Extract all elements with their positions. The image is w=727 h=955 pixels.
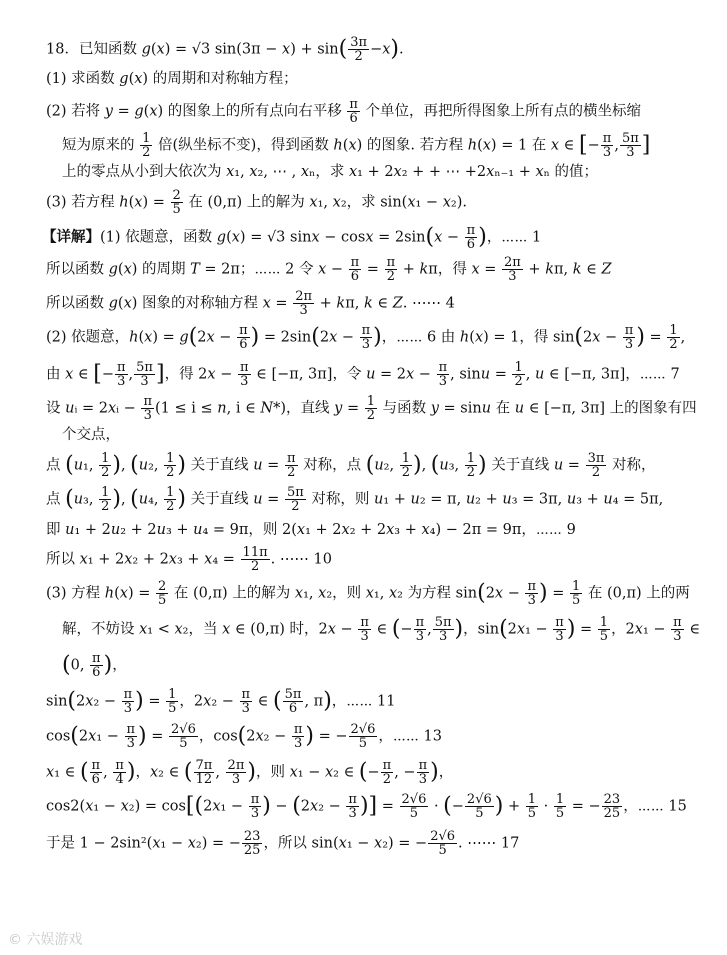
question-2-cont-1: 短为原来的 $\frac{1}{2}$ 倍(纵坐标不变)，得到函数 h(x) 的图象. 若方程 h(x) = 1 在 x ∈ [− $\frac{\pi}{3}$ , $\frac{5\pi}{3}$ ] xyxy=(62,131,651,160)
solution-line-14: 点 (u₃, $\frac{1}{2}$ ), (u₄, $\frac{1}{2}$ ) 关于直线 u = $\frac{5\pi}{2}$ 对称，则 u₁ + u₂ = π, u₂ + u₃ = 3π, u₃ + u₄ = 5π, xyxy=(46,485,664,514)
question-2-cont-2: 上的零点从小到大依次为 x₁, x₂, ⋯ , xₙ，求 x₁ + 2x₂ + + ⋯ +2xₙ₋₁ + xₙ 的值； xyxy=(62,164,599,180)
solution-line-8: 所以函数 g(x) 图象的对称轴方程 x = $\frac{2\pi}{3}$ + kπ, k ∈ Z. ⋯⋯ 4 xyxy=(46,289,455,318)
solution-line-22: x₁ ∈ ( $\frac{\pi}{6}$ , $\frac{\pi}{4}$ )，x₂ ∈ ( $\frac{7\pi}{12}$ , $\frac{2\pi}{3}$ )，则 x₁ − x₂ ∈ (− $\frac{\pi}{2}$ , − $\frac{\pi}{3}$ )， xyxy=(46,758,454,787)
solution-line-20: sin(2x₂ − $\frac{\pi}{3}$ ) = $\frac{1}{5}$ ，2x₂ − $\frac{\pi}{3}$ ∈ ( $\frac{5\pi}{6}$ , π)，⋯⋯ 11 xyxy=(46,687,396,716)
watermark: © 六娱游戏 xyxy=(8,932,83,948)
solution-line-12: 个交点， xyxy=(62,427,120,443)
solution-line-21: cos(2x₁ − $\frac{\pi}{3}$ ) = $\frac{2√6}{5}$ ，cos(2x₂ − $\frac{\pi}{3}$ ) = − $\frac{2√6}{5}$ ，⋯⋯ 13 xyxy=(46,722,443,751)
solution-line-19: (0, $\frac{\pi}{6}$ )， xyxy=(62,651,127,680)
problem-statement: 18．已知函数 g(x) = √3 sin(3π − x) + sin( $\frac{3\pi}{2}$ −x). xyxy=(46,35,404,64)
solution-start: 【详解】(1) 依题意，函数 g(x) = √3 sinx − cosx = 2sin(x − $\frac{\pi}{6}$ )，⋯⋯ 1 xyxy=(42,223,542,252)
solution-line-11: 设 uᵢ = 2xᵢ − $\frac{\pi}{3}$ (1 ≤ i ≤ n, i ∈ N*)，直线 y = $\frac{1}{2}$ 与函数 y = sinu 在 u ∈ [−π, 3π] 上的图象有四 xyxy=(46,394,697,423)
solution-line-7: 所以函数 g(x) 的周期 T = 2π；⋯⋯ 2 令 x − $\frac{\pi}{6}$ = $\frac{\pi}{2}$ + kπ，得 x = $\frac{2\pi}{3}$ + kπ, k ∈ Z xyxy=(46,255,612,284)
solution-line-10: 由 x ∈ [− $\frac{\pi}{3}$ , $\frac{5\pi}{3}$ ]，得 2x − $\frac{\pi}{3}$ ∈ [−π, 3π]，令 u = 2x − $\frac{\pi}{3}$ , sinu = $\frac{1}{2}$ , u ∈ [−π, 3π]，⋯⋯ 7 xyxy=(46,360,680,389)
question-2: (2) 若将 y = g(x) 的图象上的所有点向右平移 $\frac{\pi}{6}$ 个单位，再把所得图象上所有点的横坐标缩 xyxy=(46,97,642,126)
problem-number: 18． xyxy=(46,41,79,58)
solution-line-9: (2) 依题意，h(x) = g(2x − $\frac{\pi}{6}$ ) = 2sin(2x − $\frac{\pi}{3}$ )，⋯⋯ 6 由 h(x) = 1，得 sin(2x − $\frac{\pi}{3}$ ) = $\frac{1}{2}$ , xyxy=(46,323,686,352)
question-1: (1) 求函数 g(x) 的周期和对称轴方程； xyxy=(46,71,298,87)
solution-line-23: cos2(x₁ − x₂) = cos[(2x₁ − $\frac{\pi}{3}$ ) − (2x₂ − $\frac{\pi}{3}$ )] = $\frac{2√6}{5}$ · (− $\frac{2√6}{5}$ ) + $\frac{1}{5}$ · $\frac{1}{5}$ = − $\frac{23}{25}$ ，⋯⋯ 15 xyxy=(46,792,687,821)
solution-line-13: 点 (u₁, $\frac{1}{2}$ ), (u₂, $\frac{1}{2}$ ) 关于直线 u = $\frac{\pi}{2}$ 对称，点 (u₂, $\frac{1}{2}$ ), (u₃, $\frac{1}{2}$ ) 关于直线 u = $\frac{3\pi}{2}$ 对称， xyxy=(46,451,656,480)
solution-line-15: 即 u₁ + 2u₂ + 2u₃ + u₄ = 9π，则 2(x₁ + 2x₂ + 2x₃ + x₄) − 2π = 9π，⋯⋯ 9 xyxy=(46,522,576,538)
solution-line-16: 所以 x₁ + 2x₂ + 2x₃ + x₄ = $\frac{11\pi}{2}$ . ⋯⋯ 10 xyxy=(46,545,332,574)
solution-line-18: 解，不妨设 x₁ < x₂，当 x ∈ (0,π) 时，2x − $\frac{\pi}{3}$ ∈ (− $\frac{\pi}{3}$ , $\frac{5\pi}{3}$ )，sin(2x₁ − $\frac{\pi}{3}$ ) = $\frac{1}{5}$ ，2x₁ − $\frac{\pi}{3}$ ∈ xyxy=(62,615,701,644)
solution-line-24: 于是 1 − 2sin²(x₁ − x₂) = − $\frac{23}{25}$ ，所以 sin(x₁ − x₂) = − $\frac{2√6}{5}$ . ⋯⋯ 17 xyxy=(46,829,520,858)
solution-line-17: (3) 方程 h(x) = $\frac{2}{5}$ 在 (0,π) 上的解为 x₁, x₂，则 x₁, x₂ 为方程 sin(2x − $\frac{\pi}{3}$ ) = $\frac{1}{5}$ 在 (0,π) 上的两 xyxy=(46,579,690,608)
question-3: (3) 若方程 h(x) = $\frac{2}{5}$ 在 (0,π) 上的解为 x₁, x₂，求 sin(x₁ − x₂). xyxy=(46,188,467,217)
